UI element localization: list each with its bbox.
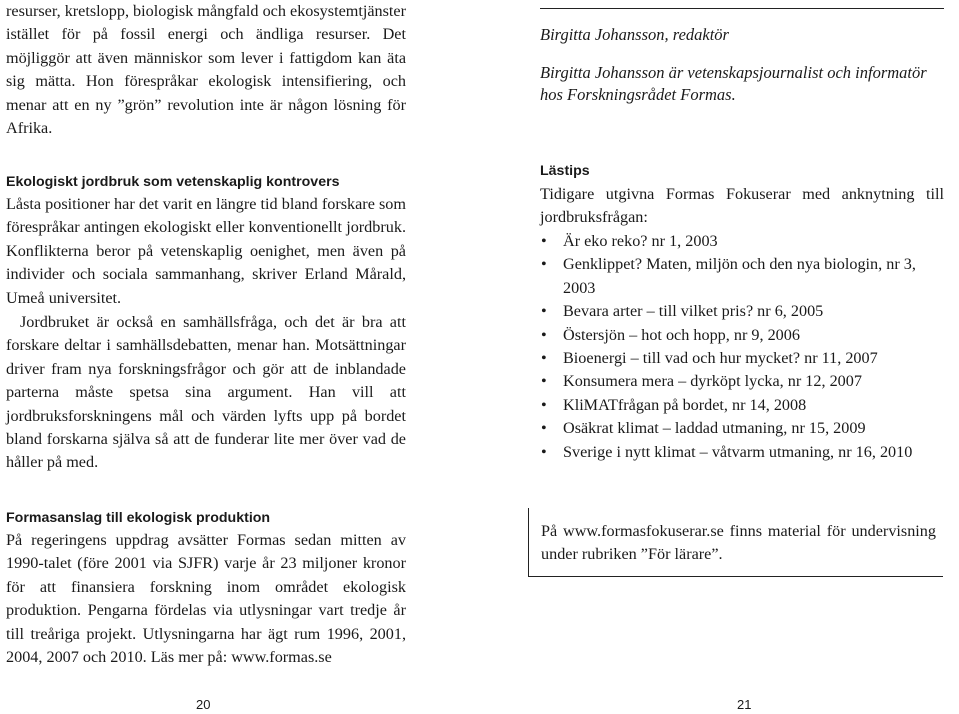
list-item: • Osäkrat klimat – laddad utmaning, nr 15, 2009 xyxy=(540,417,944,440)
teacher-material-note: På www.formasfokuserar.se finns material för undervisning under rubriken ”För lärare”. xyxy=(541,522,936,564)
list-item: • Östersjön – hot och hopp, nr 9, 2006 xyxy=(540,324,944,347)
editor-line: Birgitta Johansson, redaktör xyxy=(540,25,729,44)
page-number-right: 21 xyxy=(737,697,752,712)
controversy-paragraph-2: Jordbruket är också en samhällsfråga, och det är bra att forskare deltar i samhällsdebatten, menar han. Motsättningar driver fram nya forskningsfrågor och gör att de inblandade parterna måste spetsa sina argument. Han vill att jordbruksforskningens mål och värden lyfts upp på bordet bland forskarna själva så att de funderar lite mer över vad de håller på med. xyxy=(6,313,406,472)
list-item: • Konsumera mera – dyrköpt lycka, nr 12, 2007 xyxy=(540,370,944,393)
intro-paragraph: resurser, kretslopp, biologisk mångfald och ekosystemtjänster istället för på fossil energi och ändliga resurser. Det möjliggör att även människor som lever i fattigdom kan äta sig mätta. Hon förespråkar ekologisk intensifiering, och menar att en ny ”grön” revolution inte är någon lösning för Afrika. xyxy=(6,2,406,138)
reading-tips-list xyxy=(540,230,944,464)
reading-tips-intro: Tidigare utgivna Formas Fokuserar med anknytning till jordbruksfrågan: xyxy=(540,185,944,227)
reading-tips-heading: Lästips xyxy=(540,163,590,179)
list-item: • Sverige i nytt klimat – våtvarm utmaning, nr 16, 2010 xyxy=(540,441,944,464)
funding-paragraph: På regeringens uppdrag avsätter Formas sedan mitten av 1990-talet (före 2001 via SJFR) varje år 23 miljoner kronor för att finansiera forskning inom området ekologisk produktion. Pengarna fördelas via utlysningar vart tredje år till treåriga projekt. Utlysningarna har ägt rum 1996, 2001, 2004, 2007 och 2010. Läs mer på: www.formas.se xyxy=(6,531,406,667)
top-rule xyxy=(540,8,944,9)
section-heading-controversy: Ekologiskt jordbruk som vetenskaplig kontrovers xyxy=(6,174,340,190)
list-item: • Bioenergi – till vad och hur mycket? nr 11, 2007 xyxy=(540,347,944,370)
teacher-material-box xyxy=(528,508,943,577)
page-number-left: 20 xyxy=(196,697,211,712)
section-heading-funding: Formasanslag till ekologisk produktion xyxy=(6,510,271,526)
list-item: • Är eko reko? nr 1, 2003 xyxy=(540,230,944,253)
list-item: • KliMATfrågan på bordet, nr 14, 2008 xyxy=(540,394,944,417)
list-item: • Genklippet? Maten, miljön och den nya biologin, nr 3, 2003 xyxy=(540,253,944,300)
list-item: • Bevara arter – till vilket pris? nr 6, 2005 xyxy=(540,300,944,323)
controversy-paragraph-1: Låsta positioner har det varit en längre tid bland forskare som förespråkar antingen ekologiskt eller konventionellt jordbruk. Konflikterna beror på vetenskaplig oenighet, men även på individer och sociala sammanhang, skriver Erland Mårald, Umeå universitet. xyxy=(6,195,406,307)
editor-bio: Birgitta Johansson är vetenskapsjournalist och informatör hos Forskningsrådet Formas. xyxy=(540,63,927,104)
